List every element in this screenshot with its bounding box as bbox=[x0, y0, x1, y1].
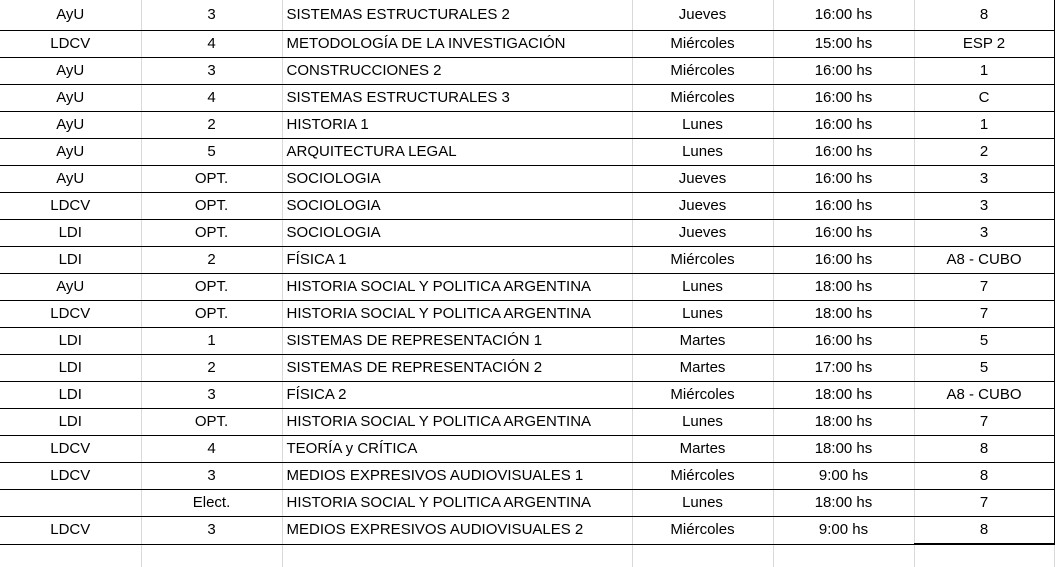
time-cell[interactable]: 9:00 hs bbox=[773, 517, 914, 545]
time-cell[interactable]: 16:00 hs bbox=[773, 112, 914, 139]
day-cell[interactable]: Lunes bbox=[632, 301, 773, 328]
room-cell[interactable]: 1 bbox=[914, 58, 1054, 85]
room-cell[interactable]: 8 bbox=[914, 436, 1054, 463]
time-cell[interactable]: 16:00 hs bbox=[773, 247, 914, 274]
career-cell[interactable]: AyU bbox=[0, 0, 141, 31]
room-cell[interactable]: 8 bbox=[914, 0, 1054, 31]
time-cell[interactable]: 16:00 hs bbox=[773, 139, 914, 166]
time-cell[interactable]: 18:00 hs bbox=[773, 490, 914, 517]
room-cell[interactable]: 8 bbox=[914, 463, 1054, 490]
year-cell[interactable]: OPT. bbox=[141, 166, 282, 193]
table-row bbox=[0, 220, 1054, 247]
table-row bbox=[0, 409, 1054, 436]
table-row bbox=[0, 0, 1054, 31]
time-cell[interactable]: 18:00 hs bbox=[773, 274, 914, 301]
table-row bbox=[0, 139, 1054, 166]
room-cell[interactable]: 7 bbox=[914, 301, 1054, 328]
table-row bbox=[0, 301, 1054, 328]
table-row bbox=[0, 193, 1054, 220]
subject-cell[interactable]: SISTEMAS ESTRUCTURALES 2 bbox=[282, 0, 632, 31]
year-cell[interactable]: OPT. bbox=[141, 220, 282, 247]
table-row bbox=[0, 31, 1054, 58]
year-cell[interactable]: 2 bbox=[141, 247, 282, 274]
subject-cell[interactable]: MEDIOS EXPRESIVOS AUDIOVISUALES 2 bbox=[282, 517, 632, 545]
table-row bbox=[0, 436, 1054, 463]
day-cell[interactable]: Miércoles bbox=[632, 31, 773, 58]
subject-cell[interactable]: SISTEMAS DE REPRESENTACIÓN 2 bbox=[282, 355, 632, 382]
subject-cell[interactable]: SOCIOLOGIA bbox=[282, 220, 632, 247]
career-cell[interactable]: LDI bbox=[0, 247, 141, 274]
year-cell[interactable]: 2 bbox=[141, 112, 282, 139]
year-cell[interactable]: 4 bbox=[141, 436, 282, 463]
time-cell[interactable]: 16:00 hs bbox=[773, 220, 914, 247]
subject-cell[interactable]: METODOLOGÍA DE LA INVESTIGACIÓN bbox=[282, 31, 632, 58]
career-cell[interactable]: AyU bbox=[0, 166, 141, 193]
career-cell[interactable]: LDCV bbox=[0, 436, 141, 463]
career-cell[interactable]: AyU bbox=[0, 85, 141, 112]
career-cell[interactable]: LDI bbox=[0, 355, 141, 382]
career-cell[interactable] bbox=[0, 490, 141, 517]
year-cell[interactable]: 3 bbox=[141, 58, 282, 85]
subject-cell[interactable]: HISTORIA SOCIAL Y POLITICA ARGENTINA bbox=[282, 274, 632, 301]
year-cell[interactable]: 3 bbox=[141, 0, 282, 31]
time-cell[interactable]: 18:00 hs bbox=[773, 409, 914, 436]
room-cell[interactable]: C bbox=[914, 85, 1054, 112]
subject-cell[interactable]: MEDIOS EXPRESIVOS AUDIOVISUALES 1 bbox=[282, 463, 632, 490]
table-row bbox=[0, 112, 1054, 139]
career-cell[interactable]: LDCV bbox=[0, 193, 141, 220]
empty-cell[interactable] bbox=[0, 544, 141, 567]
day-cell[interactable]: Jueves bbox=[632, 193, 773, 220]
empty-cell[interactable] bbox=[632, 544, 773, 567]
empty-table-row bbox=[0, 544, 1054, 567]
table-row bbox=[0, 490, 1054, 517]
year-cell[interactable]: 3 bbox=[141, 517, 282, 545]
time-cell[interactable]: 18:00 hs bbox=[773, 382, 914, 409]
day-cell[interactable]: Jueves bbox=[632, 166, 773, 193]
career-cell[interactable]: LDCV bbox=[0, 463, 141, 490]
subject-cell[interactable]: CONSTRUCCIONES 2 bbox=[282, 58, 632, 85]
year-cell[interactable]: OPT. bbox=[141, 274, 282, 301]
subject-cell[interactable]: HISTORIA SOCIAL Y POLITICA ARGENTINA bbox=[282, 301, 632, 328]
room-cell[interactable]: 3 bbox=[914, 193, 1054, 220]
time-cell[interactable]: 17:00 hs bbox=[773, 355, 914, 382]
year-cell[interactable]: 3 bbox=[141, 463, 282, 490]
day-cell[interactable]: Lunes bbox=[632, 490, 773, 517]
day-cell[interactable]: Lunes bbox=[632, 274, 773, 301]
time-cell[interactable]: 9:00 hs bbox=[773, 463, 914, 490]
year-cell[interactable]: 5 bbox=[141, 139, 282, 166]
day-cell[interactable]: Miércoles bbox=[632, 517, 773, 545]
selected-cell[interactable] bbox=[914, 544, 1054, 567]
day-cell[interactable]: Miércoles bbox=[632, 58, 773, 85]
day-cell[interactable]: Miércoles bbox=[632, 463, 773, 490]
subject-cell[interactable]: HISTORIA SOCIAL Y POLITICA ARGENTINA bbox=[282, 409, 632, 436]
career-cell[interactable]: AyU bbox=[0, 139, 141, 166]
table-row bbox=[0, 85, 1054, 112]
day-cell[interactable]: Martes bbox=[632, 355, 773, 382]
day-cell[interactable]: Martes bbox=[632, 436, 773, 463]
year-cell[interactable]: OPT. bbox=[141, 193, 282, 220]
time-cell[interactable]: 16:00 hs bbox=[773, 166, 914, 193]
room-cell[interactable]: A8 - CUBO bbox=[914, 247, 1054, 274]
time-cell[interactable]: 16:00 hs bbox=[773, 328, 914, 355]
subject-cell[interactable]: SOCIOLOGIA bbox=[282, 193, 632, 220]
table-row bbox=[0, 58, 1054, 85]
room-cell[interactable]: 3 bbox=[914, 220, 1054, 247]
subject-cell[interactable]: HISTORIA 1 bbox=[282, 112, 632, 139]
room-cell[interactable]: 7 bbox=[914, 490, 1054, 517]
year-cell[interactable]: OPT. bbox=[141, 301, 282, 328]
career-cell[interactable]: LDI bbox=[0, 220, 141, 247]
room-cell[interactable]: 3 bbox=[914, 166, 1054, 193]
day-cell[interactable]: Jueves bbox=[632, 220, 773, 247]
subject-cell[interactable]: HISTORIA SOCIAL Y POLITICA ARGENTINA bbox=[282, 490, 632, 517]
table-row bbox=[0, 355, 1054, 382]
subject-cell[interactable]: SOCIOLOGIA bbox=[282, 166, 632, 193]
career-cell[interactable]: AyU bbox=[0, 58, 141, 85]
day-cell[interactable]: Miércoles bbox=[632, 85, 773, 112]
table-row bbox=[0, 274, 1054, 301]
room-cell[interactable]: 2 bbox=[914, 139, 1054, 166]
time-cell[interactable]: 16:00 hs bbox=[773, 85, 914, 112]
subject-cell[interactable]: SISTEMAS DE REPRESENTACIÓN 1 bbox=[282, 328, 632, 355]
time-cell[interactable]: 16:00 hs bbox=[773, 193, 914, 220]
year-cell[interactable]: OPT. bbox=[141, 409, 282, 436]
year-cell[interactable]: 3 bbox=[141, 382, 282, 409]
year-cell[interactable]: 2 bbox=[141, 355, 282, 382]
table-row bbox=[0, 247, 1054, 274]
time-cell[interactable]: 16:00 hs bbox=[773, 0, 914, 31]
career-cell[interactable]: AyU bbox=[0, 274, 141, 301]
career-cell[interactable]: LDCV bbox=[0, 31, 141, 58]
room-cell[interactable]: 7 bbox=[914, 274, 1054, 301]
room-cell[interactable]: 5 bbox=[914, 355, 1054, 382]
career-cell[interactable]: LDCV bbox=[0, 517, 141, 545]
time-cell[interactable]: 15:00 hs bbox=[773, 31, 914, 58]
table-row bbox=[0, 166, 1054, 193]
room-cell[interactable]: A8 - CUBO bbox=[914, 382, 1054, 409]
day-cell[interactable]: Miércoles bbox=[632, 247, 773, 274]
room-cell[interactable]: 1 bbox=[914, 112, 1054, 139]
room-cell[interactable]: 7 bbox=[914, 409, 1054, 436]
subject-cell[interactable]: FÍSICA 1 bbox=[282, 247, 632, 274]
year-cell[interactable]: 4 bbox=[141, 31, 282, 58]
room-cell[interactable]: 8 bbox=[914, 517, 1054, 545]
day-cell[interactable]: Lunes bbox=[632, 112, 773, 139]
room-cell[interactable]: ESP 2 bbox=[914, 31, 1054, 58]
day-cell[interactable]: Jueves bbox=[632, 0, 773, 31]
day-cell[interactable]: Martes bbox=[632, 328, 773, 355]
table-row bbox=[0, 517, 1054, 545]
empty-cell[interactable] bbox=[773, 544, 914, 567]
career-cell[interactable]: AyU bbox=[0, 112, 141, 139]
year-cell[interactable]: 1 bbox=[141, 328, 282, 355]
table-row bbox=[0, 463, 1054, 490]
subject-cell[interactable]: FÍSICA 2 bbox=[282, 382, 632, 409]
subject-cell[interactable]: TEORÍA y CRÍTICA bbox=[282, 436, 632, 463]
table-row bbox=[0, 382, 1054, 409]
empty-cell[interactable] bbox=[141, 544, 282, 567]
room-cell[interactable]: 5 bbox=[914, 328, 1054, 355]
time-cell[interactable]: 16:00 hs bbox=[773, 58, 914, 85]
table-row bbox=[0, 328, 1054, 355]
year-cell[interactable]: Elect. bbox=[141, 490, 282, 517]
day-cell[interactable]: Lunes bbox=[632, 409, 773, 436]
career-cell[interactable]: LDCV bbox=[0, 301, 141, 328]
day-cell[interactable]: Miércoles bbox=[632, 382, 773, 409]
day-cell[interactable]: Lunes bbox=[632, 139, 773, 166]
career-cell[interactable]: LDI bbox=[0, 409, 141, 436]
year-cell[interactable]: 4 bbox=[141, 85, 282, 112]
career-cell[interactable]: LDI bbox=[0, 382, 141, 409]
empty-cell[interactable] bbox=[282, 544, 632, 567]
subject-cell[interactable]: ARQUITECTURA LEGAL bbox=[282, 139, 632, 166]
career-cell[interactable]: LDI bbox=[0, 328, 141, 355]
time-cell[interactable]: 18:00 hs bbox=[773, 436, 914, 463]
time-cell[interactable]: 18:00 hs bbox=[773, 301, 914, 328]
subject-cell[interactable]: SISTEMAS ESTRUCTURALES 3 bbox=[282, 85, 632, 112]
